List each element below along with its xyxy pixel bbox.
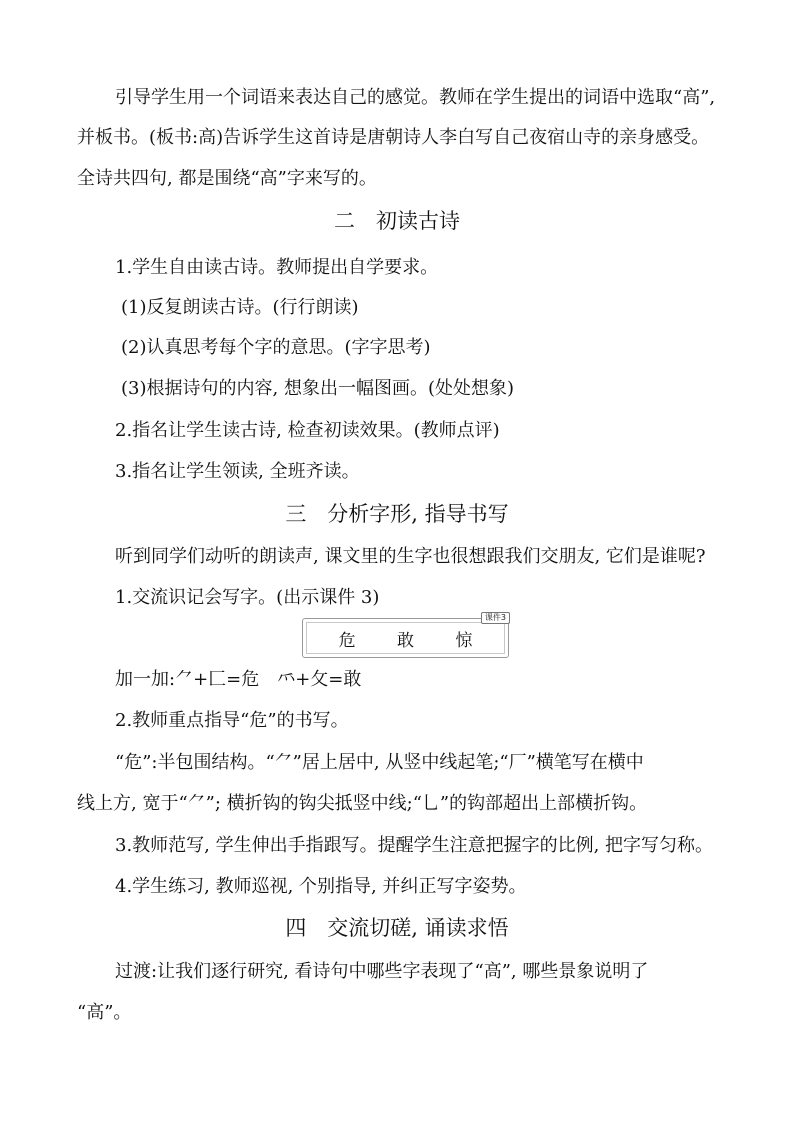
section2-subitem-3: (3)根据诗句的内容, 想象出一幅图画。(处处想象) (121, 378, 514, 399)
section-heading-3: 三 分析字形, 指导书写 (285, 502, 509, 526)
section2-item-2: 2.指名让学生读古诗, 检查初读效果。(教师点评) (115, 420, 500, 441)
intro-line-2: 并板书。(板书:高)告诉学生这首诗是唐朝诗人李白写自己夜宿山寺的亲身感受。 (77, 127, 710, 148)
intro-line-3: 全诗共四句, 都是围绕“高”字来写的。 (77, 168, 377, 189)
section3-item-2: 2.教师重点指导“危”的书写。 (115, 710, 349, 731)
section2-item-3: 3.指名让学生领读, 全班齐读。 (115, 461, 360, 482)
stroke-guide-line-1: “危”:半包围结构。“⺈”居上居中, 从竖中线起笔;“厂”横笔写在横中 (115, 752, 644, 773)
section3-item-3: 3.教师范写, 学生伸出手指跟写。提醒学生注意把握字的比例, 把字写匀称。 (115, 835, 714, 856)
section3-item-4: 4.学生练习, 教师巡视, 个别指导, 并纠正写字姿势。 (115, 876, 527, 897)
intro-line-1: 引导学生用一个词语来表达自己的感觉。教师在学生提出的词语中选取“高”, (115, 87, 716, 108)
card-char: 敢 (397, 631, 414, 651)
section-heading-4: 四 交流切磋, 诵读求悟 (285, 916, 509, 940)
stroke-guide-line-2: 线上方, 宽于“⺈”; 横折钩的钩尖抵竖中线;“⺃”的钩部超出上部横折钩。 (77, 793, 648, 814)
section3-intro: 听到同学们动听的朗读声, 课文里的生字也很想跟我们交朋友, 它们是谁呢? (115, 546, 706, 567)
section2-subitem-2: (2)认真思考每个字的意思。(字字思考) (121, 337, 431, 358)
addition-formula: 加一加:⺈+⼕=危 ⺤+攵=敢 (115, 669, 362, 690)
section3-item-1: 1.交流识记会写字。(出示课件 3) (115, 587, 380, 608)
section4-transition-line-2: “高”。 (77, 1002, 132, 1023)
card-char: 惊 (455, 631, 473, 651)
section-heading-2: 二 初读古诗 (334, 209, 460, 233)
card-char: 危 (338, 631, 356, 651)
courseware-card (302, 613, 509, 658)
section4-transition-line-1: 过渡:让我们逐行研究, 看诗句中哪些字表现了“高”, 哪些景象说明了 (115, 961, 649, 982)
section2-subitem-1: (1)反复朗读古诗。(行行朗读) (121, 297, 359, 318)
courseware-characters (303, 626, 508, 651)
courseware-tag: 课件3 (481, 612, 510, 624)
section2-item-1: 1.学生自由读古诗。教师提出自学要求。 (115, 257, 439, 278)
